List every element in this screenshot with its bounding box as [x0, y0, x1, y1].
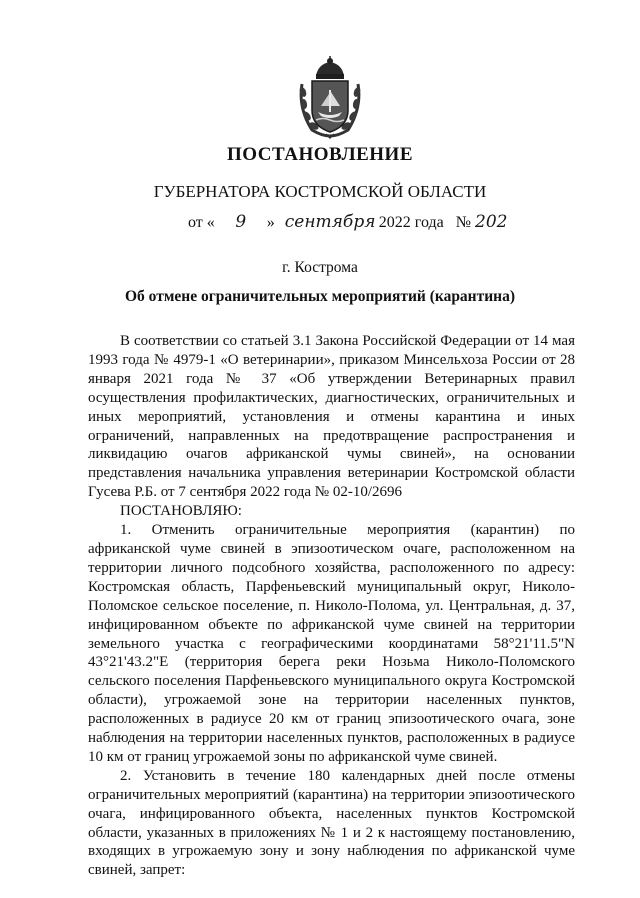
handwritten-number: 202 [475, 212, 508, 232]
date-quote-close: » [266, 214, 275, 231]
date-number-line [188, 212, 507, 232]
paragraph-item-2: 2. Установить в течение 180 календарных дней после отмены ограничительных мероприятий (карантина) на территории эпизоотического очага, инфицированного объекта, населенных пунктов Костромской области, указанных в приложениях № 1 и 2 к настоящему постановлению, входящих в угрожаемую зону и зону наблюдения по африканской чуме свиней, запрет: [88, 767, 575, 879]
issuer-heading: ГУБЕРНАТОРА КОСТРОМСКОЙ ОБЛАСТИ [153, 182, 487, 201]
paragraph-preamble: В соответствии со статьей 3.1 Закона Российской Федерации от 14 мая 1993 года № 4979-1 «О ветеринарии», приказом Минсельхоза России от 28 января 2021 года № 37 «Об утверждении Ветеринарных правил осуществления профилактических, диагностических, ограничительных и иных мероприятий, установления и отмены карантина и иных ограничений, направленных на предотвращение распространения и ликвидацию очагов африканской чумы свиней», на основании представления начальника управления ветеринарии Костромской области Гусева Р.Б. от 7 сентября 2022 года № 02-10/2696 [88, 333, 575, 501]
paragraph-item-1: 1. Отменить ограничительные мероприятия (карантин) по африканской чуме свиней в эпизоотическом очаге, расположенном на территории личного подсобного хозяйства, расположенного по адресу: Костромская область, Парфеньевский муниципальный округ, Николо-Поломское сельское поселение, п. Николо-Полома, ул. Центральная, д. 37, инфицированном объекте по африканской чуме свиней на территории земельного участка с географическими координатами 58°21'11.5"N 43°21'43.2"E (территория берега реки Нозьма Николо-Поломского сельского поселения Парфеньевского муниципального округа Костромской области), угрожаемой зоне на территории населенных пунктов, расположенных в радиусе 20 км от границ эпизоотического очага, зоне наблюдения на территории населенных пунктов, расположенных в радиусе 10 км от границ угрожаемой зоны по африканской чуме свиней. [88, 522, 575, 765]
date-year: 2022 года [378, 214, 444, 231]
date-prefix: от « [188, 214, 215, 231]
handwritten-month: сентября [284, 212, 376, 232]
city-line: г. Кострома [282, 259, 358, 276]
coat-of-arms-emblem [296, 56, 364, 140]
document-type-heading: ПОСТАНОВЛЕНИЕ [226, 144, 414, 165]
document-body [88, 332, 575, 880]
document-subject-title: Об отмене ограничительных мероприятий (карантина) [124, 288, 516, 305]
handwritten-day: 9 [235, 212, 247, 232]
decree-word: ПОСТАНОВЛЯЮ: [120, 503, 242, 520]
number-sign: № [455, 214, 471, 231]
